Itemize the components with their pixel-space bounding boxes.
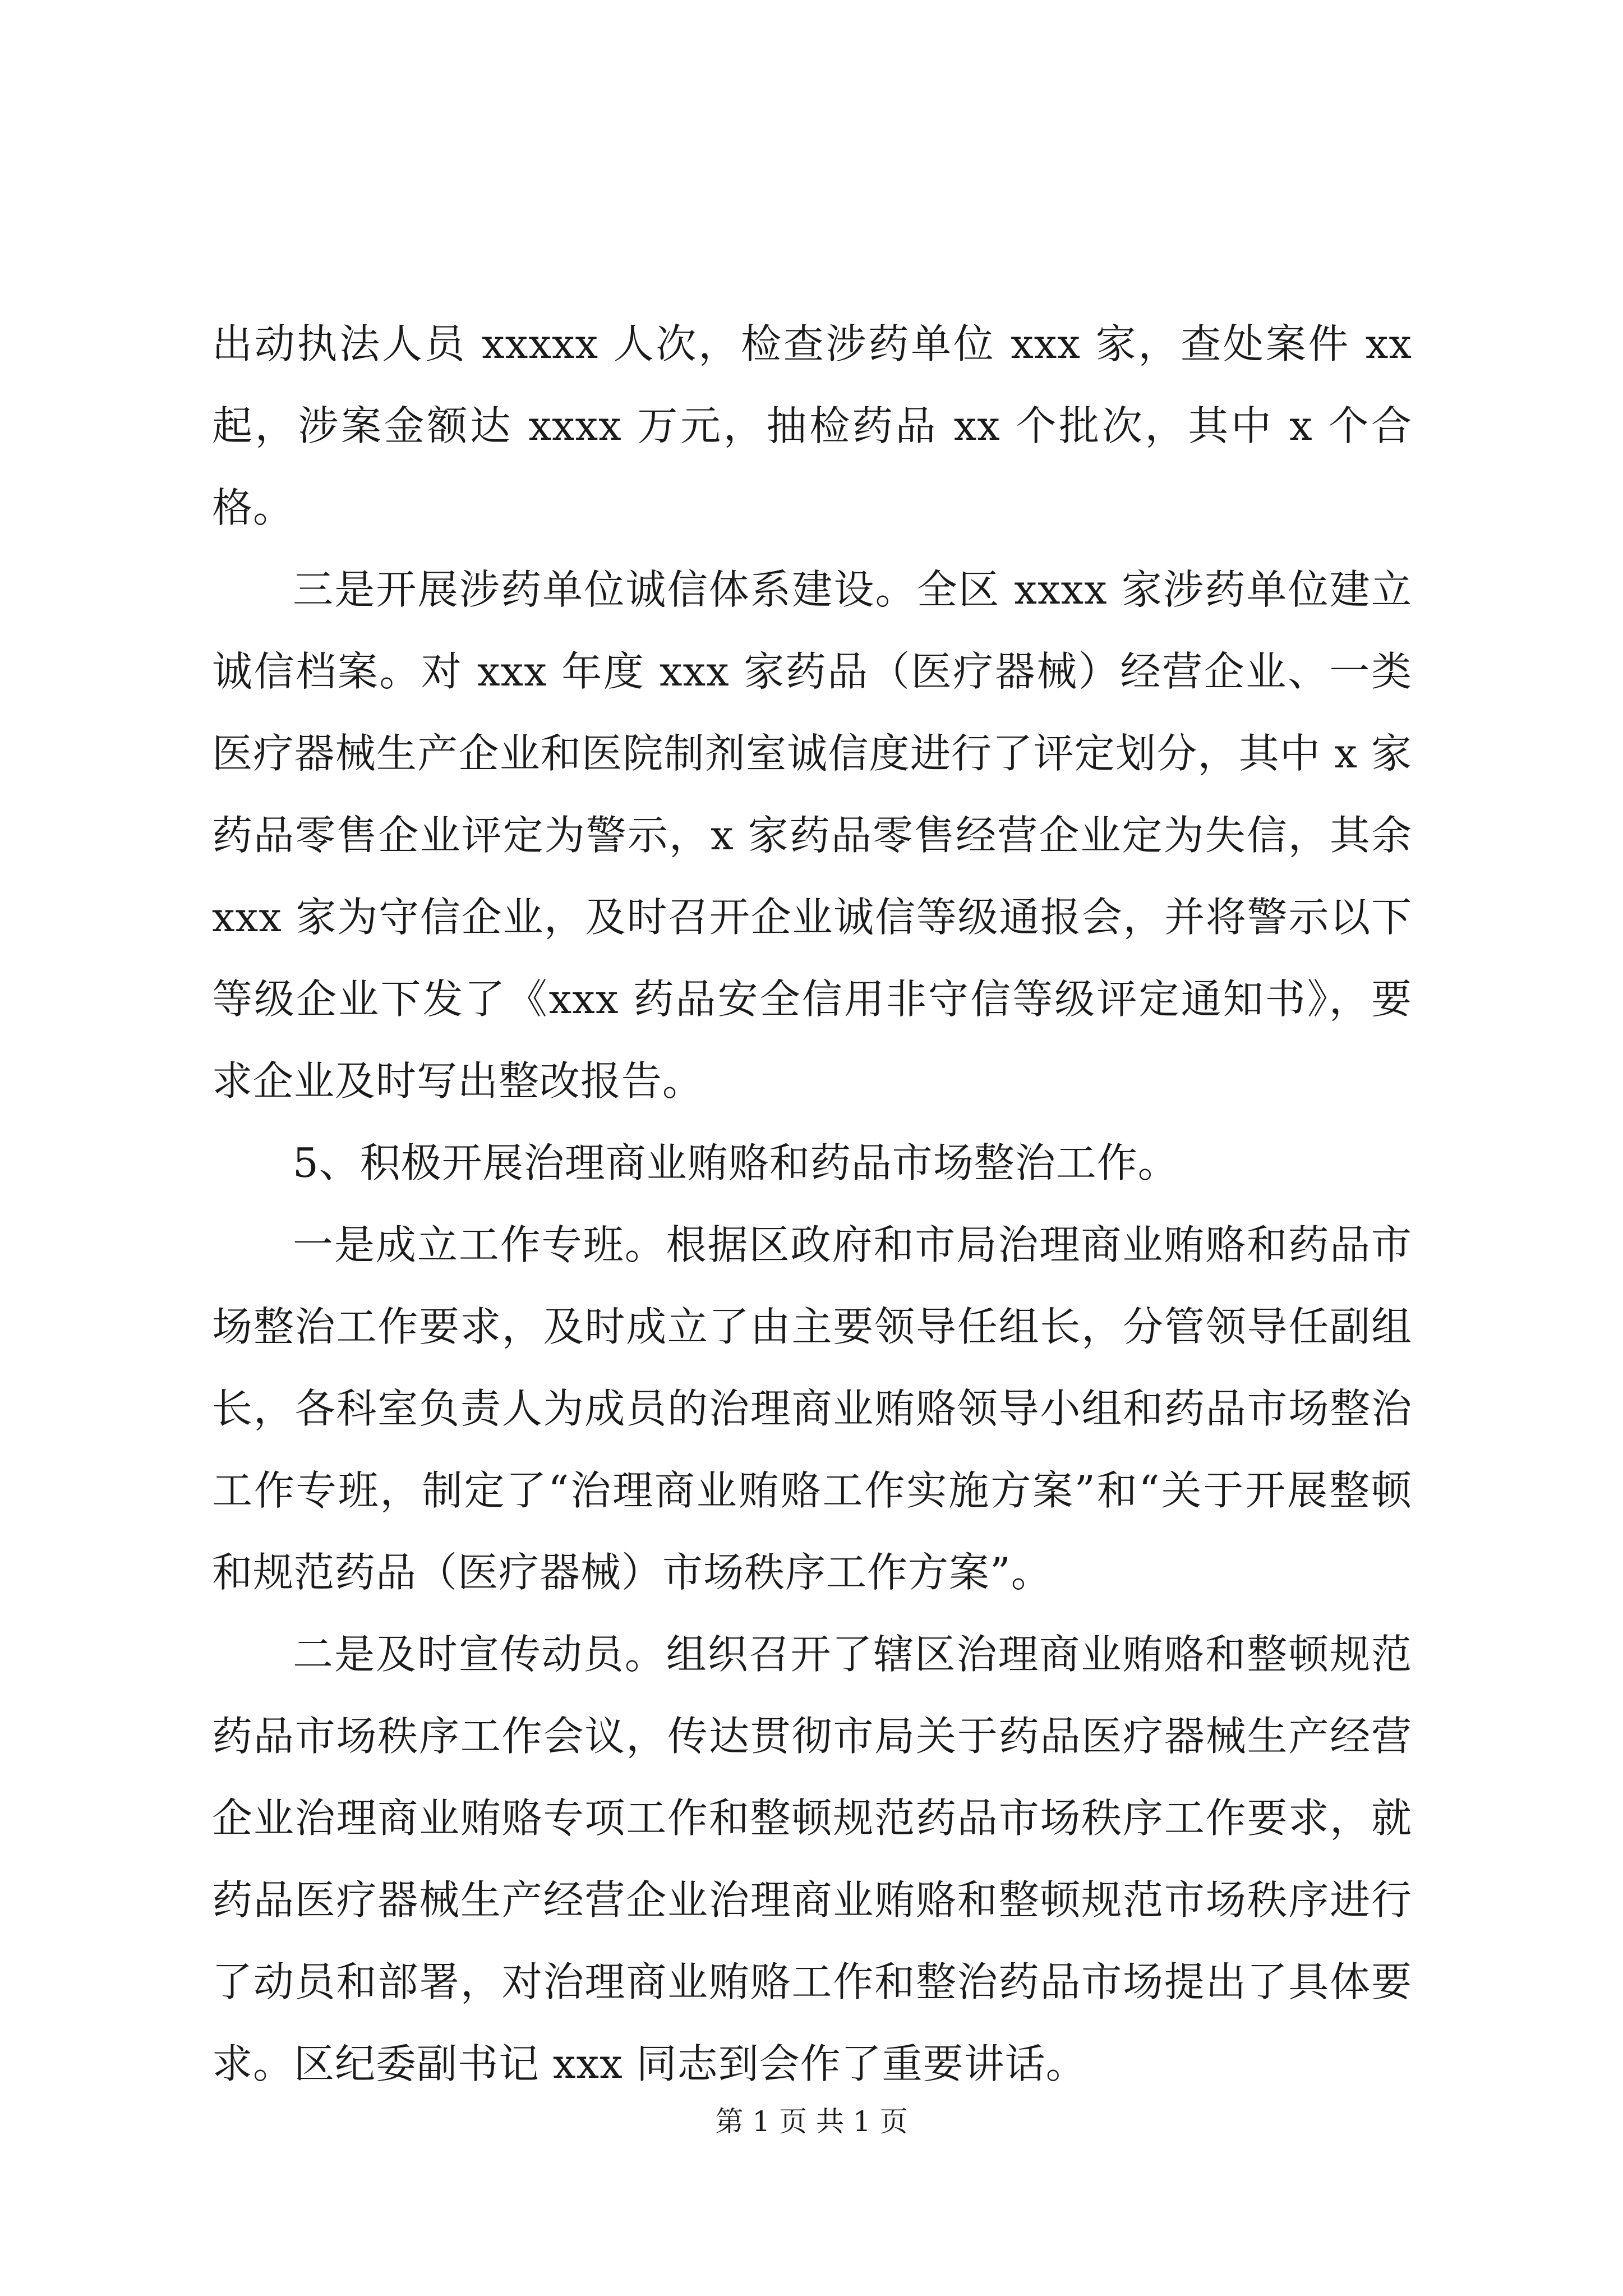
- paragraph-mobilization: 二是及时宣传动员。组织召开了辖区治理商业贿赂和整顿规范药品市场秩序工作会议，传达贯彻市局关于药品医疗器械生产经营企业治理商业贿赂专项工作和整顿规范药品市场秩序工作要求，就药品医疗器械生产经营企业治理商业贿赂和整顿规范市场秩序进行了动员和部署，对治理商业贿赂工作和整治药品市场提出了具体要求。区纪委副书记 xxx 同志到会作了重要讲话。: [212, 1631, 1412, 2087]
- page-number-footer: 第 1 页 共 1 页: [715, 2105, 908, 2138]
- paragraph-continuation: 出动执法人员 xxxxx 人次，检查涉药单位 xxx 家，查处案件 xx 起，涉案金额达 xxxx 万元，抽检药品 xx 个批次，其中 x 个合格。: [212, 320, 1412, 531]
- paragraph-task-force: 一是成立工作专班。根据区政府和市局治理商业贿赂和药品市场整治工作要求，及时成立了由主要领导任组长，分管领导任副组长，各科室负责人为成员的治理商业贿赂领导小组和药品市场整治工作专班，制定了“治理商业贿赂工作实施方案”和“关于开展整顿和规范药品（医疗器械）市场秩序工作方案”。: [212, 1221, 1412, 1596]
- section-heading-5: 5、积极开展治理商业贿赂和药品市场整治工作。: [293, 1139, 1179, 1186]
- document-body: [212, 303, 1412, 2105]
- paragraph-credit-system: 三是开展涉药单位诚信体系建设。全区 xxxx 家涉药单位建立诚信档案。对 xxx 年度 xxx 家药品（医疗器械）经营企业、一类医疗器械生产企业和医院制剂室诚信度进行了评定划分，其中 x 家药品零售企业评定为警示，x 家药品零售经营企业定为失信，其余 xxx 家为守信企业，及时召开企业诚信等级通报会，并将警示以下等级企业下发了《xxx 药品安全信用非守信等级评定通知书》，要求企业及时写出整改报告。: [212, 566, 1412, 1105]
